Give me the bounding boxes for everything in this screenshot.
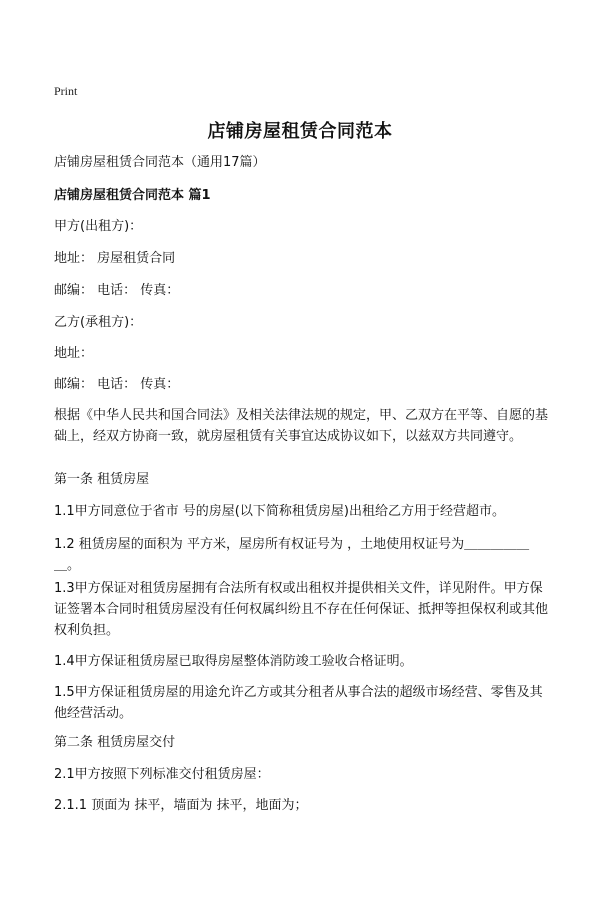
party-b-contact: 邮编： 电话： 传真：: [54, 377, 180, 392]
party-b-label: 乙方(承租方)：: [54, 315, 143, 330]
clause-1-5: 1.5甲方保证租赁房屋的用途允许乙方或其分租者从事合法的超级市场经营、零售及其他经营活动。: [54, 685, 543, 721]
clause-1-3: 1.3甲方保证对租赁房屋拥有合法所有权或出租权并提供相关文件，详见附件。甲方保证签署本合同时租赁房屋没有任何权属纠纷且不存在任何保证、抵押等担保权利或其他权利负担。: [54, 581, 549, 638]
party-a-label: 甲方(出租方)：: [54, 219, 143, 234]
party-b-address: 地址：: [54, 346, 94, 361]
clause-1-2: 1.2 租赁房屋的面积为 平方米，屋房所有权证号为 ，土地使用权证号为＿＿＿＿＿＿。: [54, 537, 530, 573]
party-a-contact: 邮编： 电话： 传真：: [54, 283, 180, 298]
document-title: 店铺房屋租赁合同范本: [207, 121, 393, 142]
clause-1-4: 1.4甲方保证租赁房屋已取得房屋整体消防竣工验收合格证明。: [54, 654, 413, 669]
preamble-paragraph: 根据《中华人民共和国合同法》及相关法律法规的规定，甲、乙双方在平等、自愿的基础上，经双方协商一致，就房屋租赁有关事宜达成协议如下，以兹双方共同遵守。: [54, 408, 549, 444]
section-heading: 店铺房屋租赁合同范本 篇1: [54, 188, 211, 203]
clause-1-1: 1.1甲方同意位于省市 号的房屋(以下简称租赁房屋)出租给乙方用于经营超市。: [54, 504, 505, 519]
clause-2-1: 2.1甲方按照下列标准交付租赁房屋：: [54, 767, 270, 782]
print-label: Print: [54, 84, 78, 98]
article-1-heading: 第一条 租赁房屋: [54, 472, 150, 487]
article-2-heading: 第二条 租赁房屋交付: [54, 735, 176, 750]
party-a-address: 地址： 房屋租赁合同: [54, 251, 176, 266]
document-subtitle: 店铺房屋租赁合同范本（通用17篇）: [54, 155, 266, 170]
clause-2-1-1: 2.1.1 顶面为 抹平，墙面为 抹平，地面为；: [54, 798, 308, 813]
